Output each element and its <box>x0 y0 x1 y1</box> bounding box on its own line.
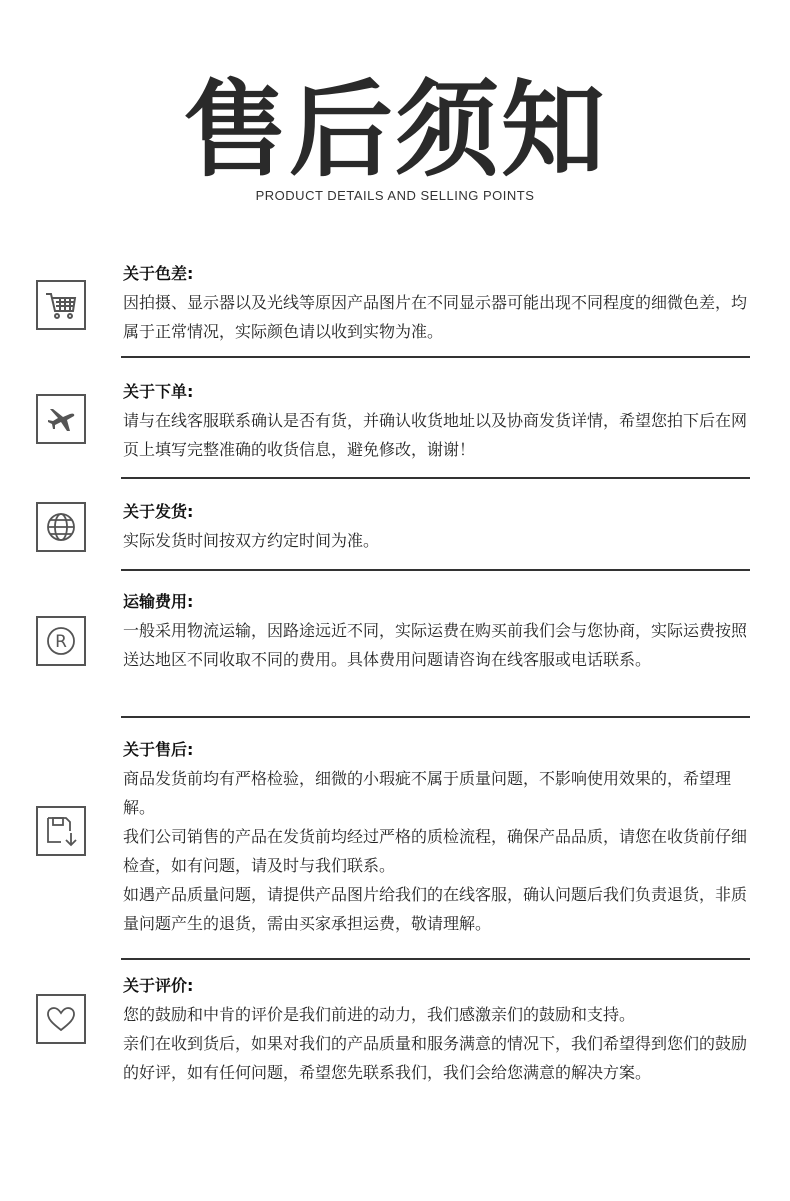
divider <box>121 569 750 571</box>
airplane-icon <box>36 394 86 444</box>
section-heading: 运输费用: <box>123 592 194 611</box>
section-text: 一般采用物流运输，因路途远近不同，实际运费在购买前我们会与您协商，实际运费按照送达地区不同收取不同的费用。具体费用问题请咨询在线客服或电话联系。 <box>123 621 748 669</box>
save-download-icon <box>36 806 86 856</box>
section-heading: 关于下单: <box>123 382 194 401</box>
registered-icon <box>36 616 86 666</box>
section-text: 请与在线客服联系确认是否有货，并确认收货地址以及协商发货详情，希望您拍下后在网页上填写完整准确的收货信息，避免修改，谢谢！ <box>123 411 748 459</box>
section-text: 商品发货前均有严格检验，细微的小瑕疵不属于质量问题，不影响使用效果的，希望理解。 <box>123 769 732 817</box>
divider <box>121 477 750 479</box>
page-title: 售后须知 <box>182 69 607 191</box>
section-text: 因拍摄、显示器以及光线等原因产品图片在不同显示器可能出现不同程度的细微色差，均属于正常情况，实际颜色请以收到实物为准。 <box>123 293 748 341</box>
divider <box>121 958 750 960</box>
section-heading: 关于发货: <box>123 502 194 521</box>
heart-icon <box>36 994 86 1044</box>
page-subtitle: PRODUCT DETAILS AND SELLING POINTS <box>255 188 535 203</box>
section-text: 实际发货时间按双方约定时间为准。 <box>123 531 380 550</box>
section-heading: 关于售后: <box>123 740 194 759</box>
section-heading: 关于色差: <box>123 264 194 283</box>
section-text: 您的鼓励和中肯的评价是我们前进的动力，我们感激亲们的鼓励和支持。 <box>123 1005 636 1024</box>
svg-text:R: R <box>55 632 67 652</box>
section-text: 如遇产品质量问题，请提供产品图片给我们的在线客服，确认问题后我们负责退货，非质量问题产生的退货，需由买家承担运费，敬请理解。 <box>123 885 748 933</box>
divider <box>121 716 750 718</box>
divider <box>121 356 750 358</box>
globe-icon <box>36 502 86 552</box>
section-text: 亲们在收到货后，如果对我们的产品质量和服务满意的情况下，我们希望得到您们的鼓励的好评，如有任何问题，希望您先联系我们，我们会给您满意的解决方案。 <box>123 1034 748 1082</box>
section-heading: 关于评价: <box>123 976 194 995</box>
shopping-cart-icon <box>36 280 86 330</box>
section-text: 我们公司销售的产品在发货前均经过严格的质检流程，确保产品品质，请您在收货前仔细检查，如有问题，请及时与我们联系。 <box>123 827 748 875</box>
